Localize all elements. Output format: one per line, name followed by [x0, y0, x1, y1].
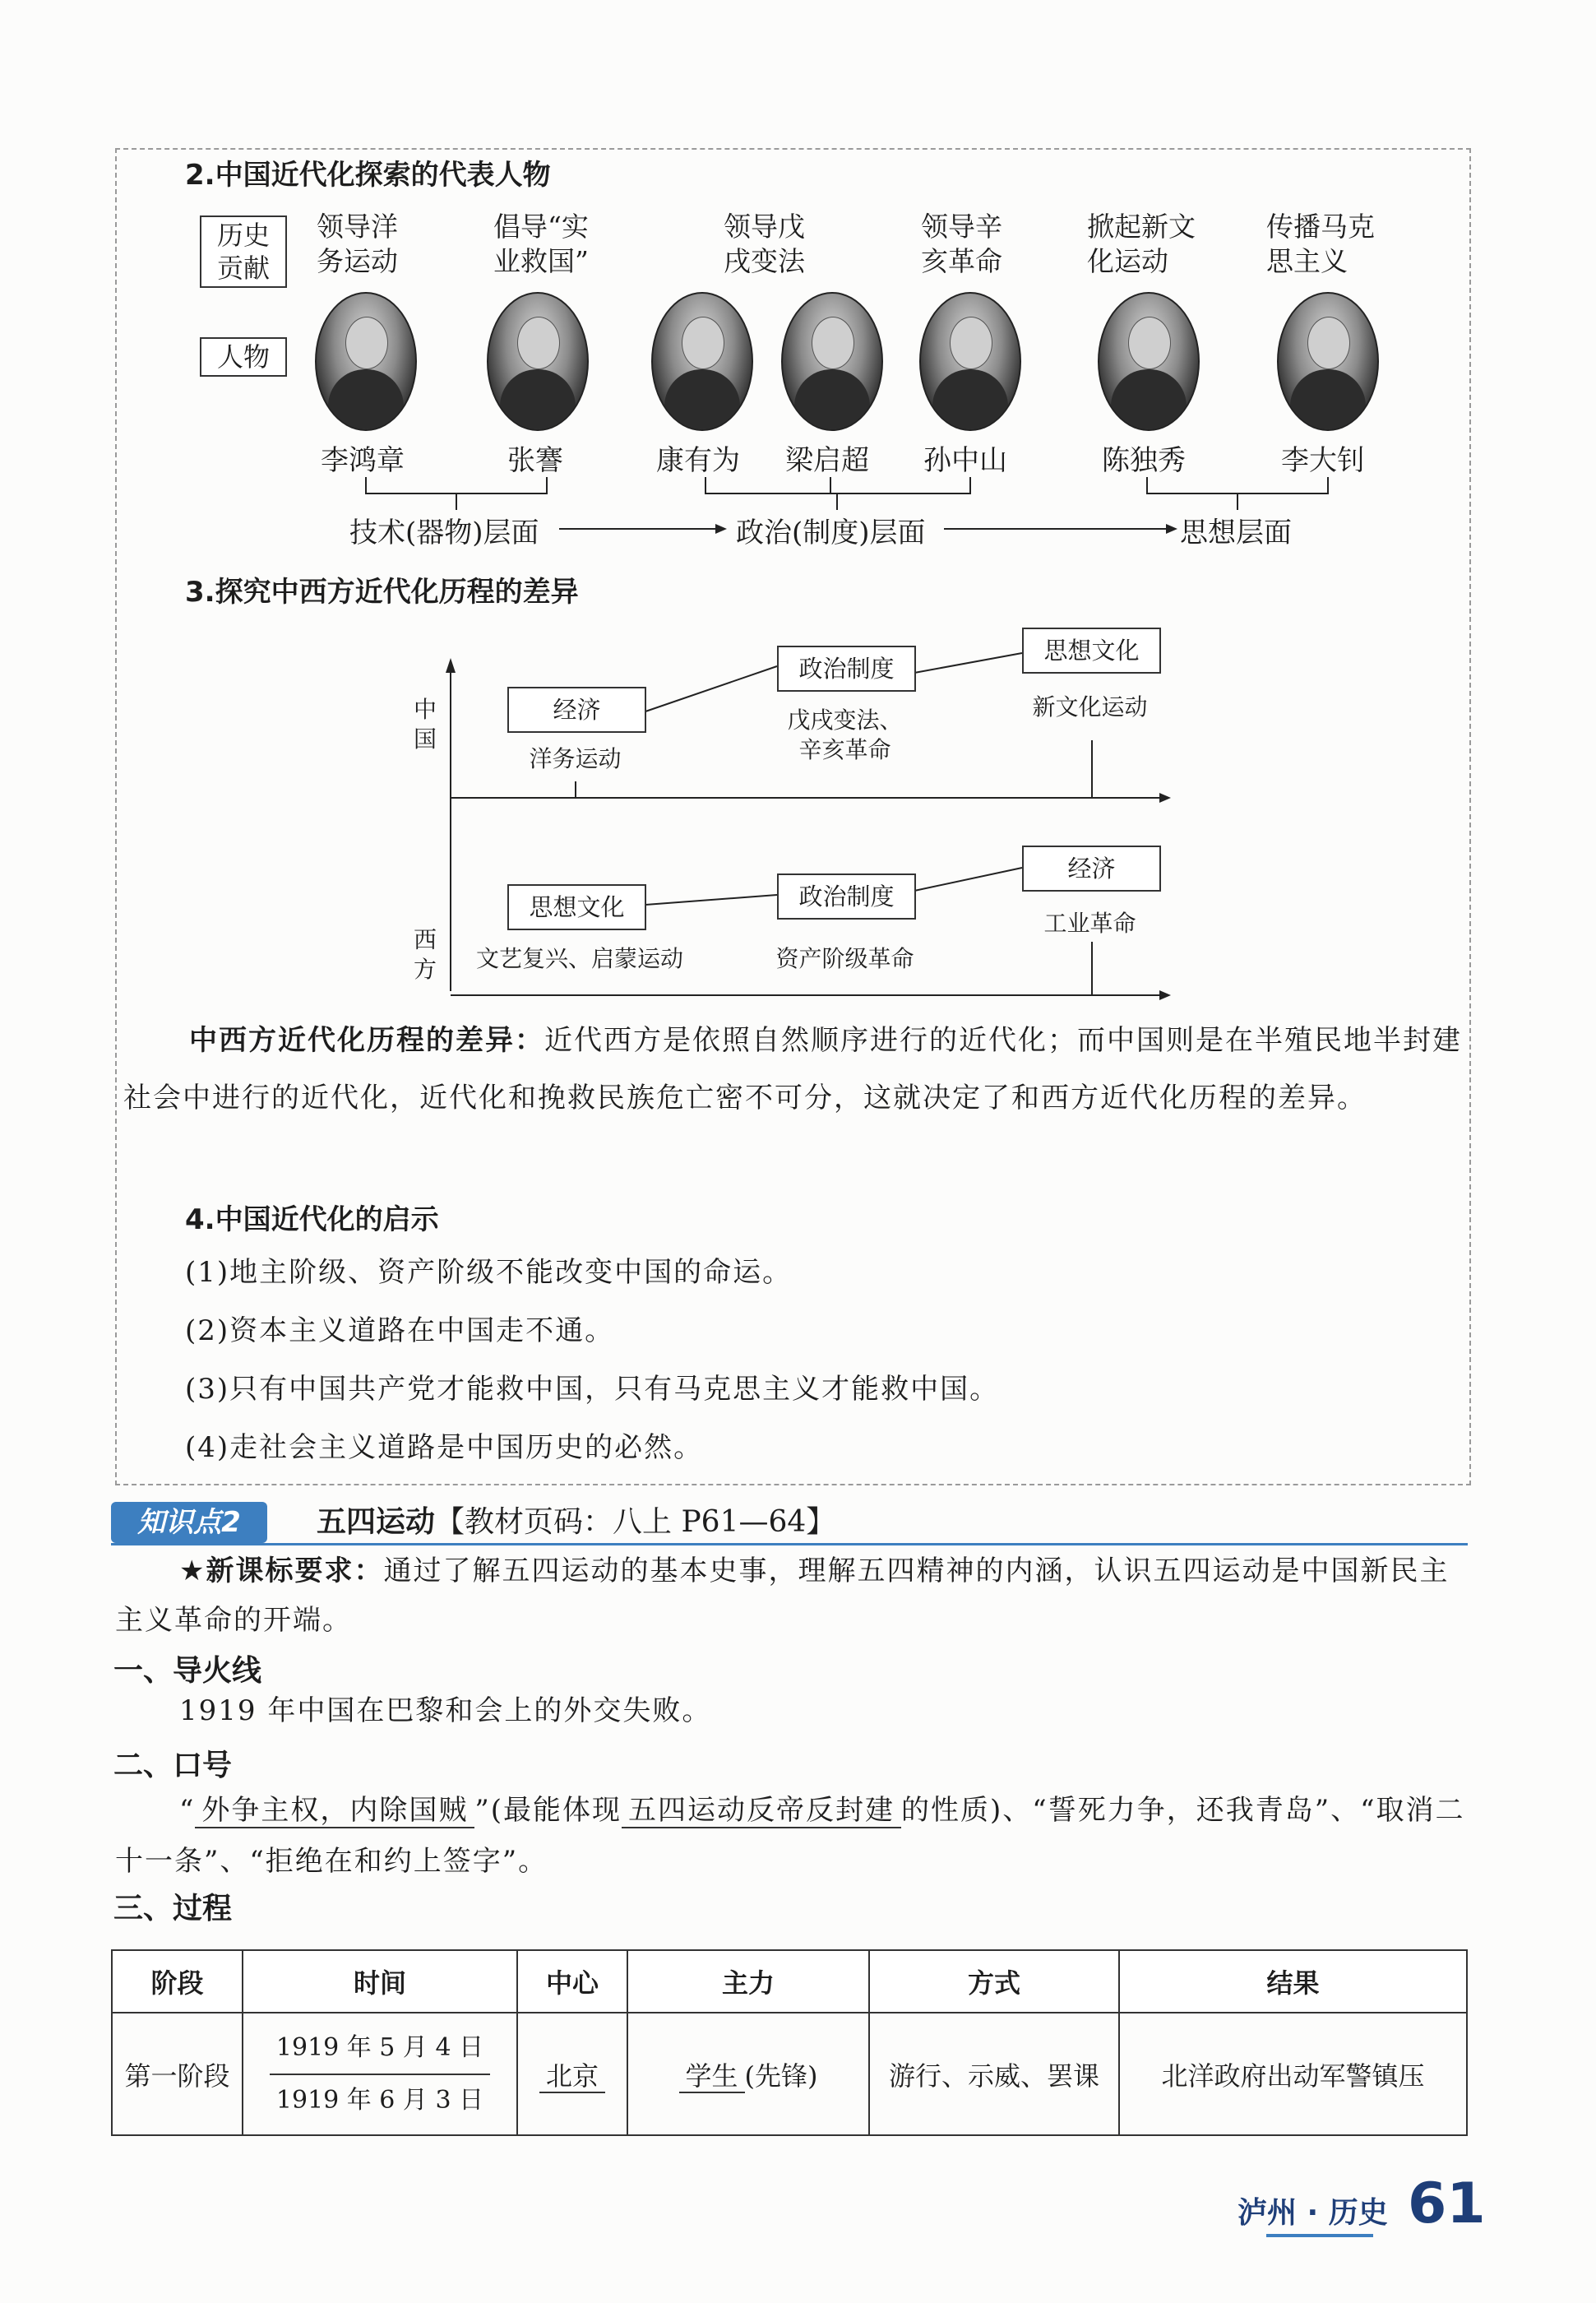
cell-result: 北洋政府出动军警镇压 — [1119, 2013, 1467, 2135]
level-technical: 技术(器物)层面 — [349, 517, 539, 549]
table-header-row — [112, 1950, 1467, 2013]
lesson-3: (3)只有中国共产党才能救中国，只有马克思主义才能救中国。 — [185, 1373, 1000, 1406]
time-end: 1919 年 6 月 3 日 — [275, 2085, 484, 2115]
contribution-4: 领导辛 亥革命 — [921, 211, 1002, 277]
person-name-7: 李大钊 — [1281, 444, 1365, 477]
level-political: 政治(制度)层面 — [736, 517, 926, 549]
requirement-paragraph — [115, 1546, 1468, 1645]
footer-region: 泸州 · 历史 — [1237, 2196, 1388, 2230]
level-ideological: 思想层面 — [1180, 517, 1292, 549]
comparison-diagram — [0, 0, 1596, 1012]
process-table — [111, 1949, 1468, 2136]
center-answer: 北京 — [539, 2060, 605, 2093]
west-event-2: 资产阶级革命 — [775, 945, 914, 972]
person-name-2: 张謇 — [507, 444, 563, 477]
difference-text: 近代西方是依照自然顺序进行的近代化；而中国则是在半殖民地半封建社会中进行的近代化，近代化和挽救民族危亡密不可分，这就决定了和西方近代化历程的差异。 — [123, 1024, 1462, 1114]
axis-label-west: 西 方 — [413, 926, 437, 983]
slogan-text-c: 的性质)、“誓死力争，还我青岛”、“取消二十一条”、“拒绝在和约上签字”。 — [115, 1794, 1465, 1878]
china-event-2: 戊戌变法、 辛亥革命 — [787, 707, 903, 763]
header-rule — [111, 1543, 1468, 1545]
th-force: 主力 — [627, 1950, 869, 2013]
person-name-6: 陈独秀 — [1102, 444, 1186, 477]
table-row — [112, 2013, 1467, 2135]
section2-title: 2.中国近代化探索的代表人物 — [185, 159, 551, 192]
slogan-paragraph — [115, 1785, 1468, 1887]
west-box-economy: 经济 — [1022, 846, 1161, 892]
contribution-5: 掀起新文 化运动 — [1087, 211, 1196, 277]
slogan-answer-2: 五四运动反帝反封建 — [622, 1794, 901, 1828]
page-number: 61 — [1408, 2171, 1486, 2236]
time-start: 1919 年 5 月 4 日 — [270, 2023, 490, 2075]
kp2-title: 五四运动 — [317, 1505, 436, 1539]
force-note: (先锋) — [744, 2060, 818, 2092]
cell-time — [243, 2013, 517, 2135]
person-name-1: 李鸿章 — [321, 444, 405, 477]
heading-slogan: 二、口号 — [113, 1749, 233, 1782]
lesson-2: (2)资本主义道路在中国走不通。 — [185, 1314, 615, 1347]
th-method: 方式 — [869, 1950, 1119, 2013]
china-event-1: 洋务运动 — [529, 745, 622, 772]
cell-center — [517, 2013, 627, 2135]
th-time: 时间 — [243, 1950, 517, 2013]
section3-title: 3.探究中西方近代化历程的差异 — [185, 576, 579, 609]
fuse-text: 1919 年中国在巴黎和会上的外交失败。 — [179, 1694, 712, 1727]
axis-label-china: 中 国 — [413, 696, 437, 753]
west-box-politics: 政治制度 — [777, 873, 916, 920]
china-event-3: 新文化运动 — [1032, 693, 1148, 721]
th-result: 结果 — [1119, 1950, 1467, 2013]
person-name-3: 康有为 — [656, 444, 740, 477]
person-name-5: 孙中山 — [923, 444, 1007, 477]
west-box-ideology: 思想文化 — [507, 884, 646, 930]
th-stage: 阶段 — [112, 1950, 243, 2013]
cell-force — [627, 2013, 869, 2135]
kp2-heading — [317, 1504, 835, 1541]
lesson-1: (1)地主阶级、资产阶级不能改变中国的命运。 — [185, 1256, 793, 1289]
knowledge-point-badge: 知识点2 — [111, 1502, 267, 1543]
contribution-3: 领导戊 戌变法 — [724, 211, 805, 277]
footer-rule — [1266, 2234, 1373, 2237]
china-box-politics: 政治制度 — [777, 646, 916, 692]
cell-method: 游行、示威、罢课 — [869, 2013, 1119, 2135]
west-event-3: 工业革命 — [1043, 910, 1136, 937]
china-box-ideology: 思想文化 — [1022, 628, 1161, 674]
heading-fuse: 一、导火线 — [113, 1654, 262, 1688]
slogan-open-quote: “ — [179, 1794, 196, 1827]
kp2-ref: 【教材页码：八上 P61—64】 — [435, 1505, 836, 1539]
difference-label: 中西方近代化历程的差异： — [189, 1024, 544, 1057]
lesson-4: (4)走社会主义道路是中国历史的必然。 — [185, 1431, 704, 1464]
contribution-1: 领导洋 务运动 — [317, 211, 398, 277]
difference-paragraph — [123, 1012, 1464, 1127]
slogan-answer-1: 外争主权，内除国贼 — [195, 1794, 474, 1828]
china-box-economy: 经济 — [507, 687, 646, 733]
contribution-6: 传播马克 思主义 — [1266, 211, 1375, 277]
label-people: 人物 — [200, 337, 287, 377]
slogan-text-b: ”(最能体现 — [474, 1794, 622, 1827]
heading-process: 三、过程 — [113, 1892, 233, 1925]
contribution-2: 倡导“实 业救国” — [493, 211, 589, 277]
force-answer: 学生 — [679, 2060, 745, 2093]
label-contribution: 历史 贡献 — [200, 215, 287, 288]
requirement-label: ★新课标要求： — [179, 1555, 384, 1587]
requirement-text: 通过了解五四运动的基本史事，理解五四精神的内涵，认识五四运动是中国新民主主义革命的开端。 — [115, 1555, 1450, 1637]
section4-title: 4.中国近代化的启示 — [185, 1203, 439, 1236]
cell-stage: 第一阶段 — [112, 2013, 243, 2135]
west-event-1: 文艺复兴、启蒙运动 — [475, 945, 683, 972]
person-name-4: 梁启超 — [785, 444, 869, 477]
th-center: 中心 — [517, 1950, 627, 2013]
